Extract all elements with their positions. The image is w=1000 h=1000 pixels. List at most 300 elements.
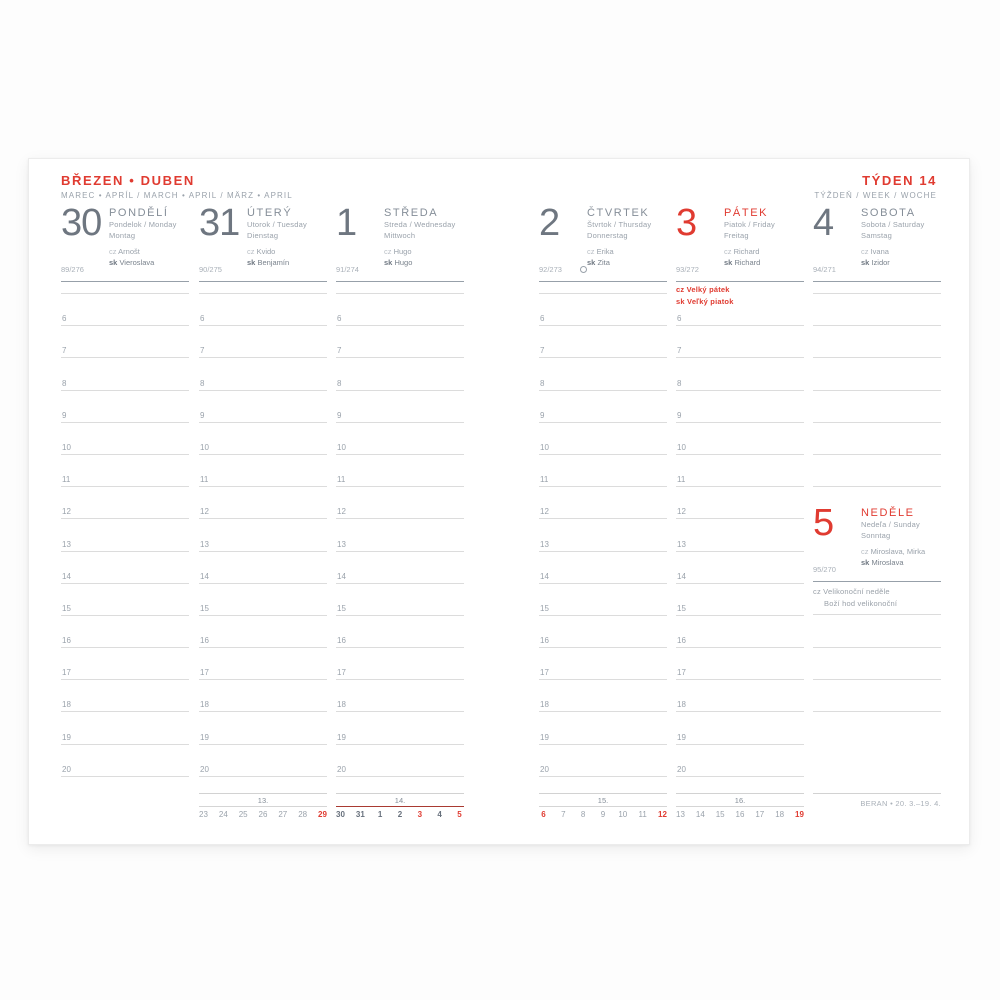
- hour-row-12: [199, 487, 327, 519]
- cz-prefix: cz: [109, 246, 117, 256]
- day-name-german: Dienstag: [247, 231, 279, 241]
- cz-name: Erika: [596, 246, 614, 256]
- minical-week-label: 14.: [394, 796, 406, 805]
- week-number: TÝDEN 14: [862, 173, 937, 188]
- notes-row: [813, 326, 941, 358]
- minical-week-label: 16.: [734, 796, 746, 805]
- hour-row-19: [199, 712, 327, 744]
- sk-nameday: [861, 257, 941, 268]
- hour-label: 10: [62, 442, 71, 452]
- hour-label: 8: [337, 378, 342, 388]
- hour-row-17: [199, 648, 327, 680]
- minical-day: 12: [658, 810, 667, 819]
- notes-row: [813, 391, 941, 423]
- day-name-german: Montag: [109, 231, 136, 241]
- hour-label: 19: [200, 732, 209, 742]
- hour-label: 8: [540, 378, 545, 388]
- minical-day: 28: [298, 810, 308, 819]
- hour-label: 14: [677, 571, 686, 581]
- sk-nameday: [247, 257, 327, 268]
- hour-row-13: [61, 519, 189, 551]
- sunday-section: [813, 502, 941, 712]
- minical-day: 26: [258, 810, 268, 819]
- hour-row-9: [676, 391, 804, 423]
- day-header: [539, 202, 667, 282]
- cz-nameday: [861, 246, 941, 257]
- hour-row-7: [336, 326, 464, 358]
- hour-label: 11: [62, 475, 71, 485]
- hour-label: 12: [337, 507, 346, 517]
- day-name-german: Freitag: [724, 231, 749, 241]
- hour-row-19: [676, 712, 804, 744]
- day-header: [336, 202, 464, 282]
- day-header: [813, 502, 941, 582]
- sk-nameday: [384, 257, 464, 268]
- hour-label: 6: [677, 314, 682, 324]
- cz-name: Miroslava, Mirka: [870, 546, 926, 556]
- day-number: 31: [199, 202, 240, 244]
- hour-row-16: [676, 616, 804, 648]
- hour-label: 12: [200, 507, 209, 517]
- day-name-bilingual: Piatok / Friday: [724, 220, 775, 229]
- day-header: [61, 202, 189, 282]
- minical-week-14: [336, 793, 464, 819]
- minical-day: 19: [795, 810, 804, 819]
- saturday-note-lines: [813, 282, 941, 487]
- hour-row-11: [676, 455, 804, 487]
- hour-label: 7: [540, 346, 545, 356]
- hour-label: 15: [62, 603, 71, 613]
- minical-day: 7: [561, 810, 566, 819]
- hour-grid: [336, 282, 464, 777]
- hour-label: 16: [62, 636, 71, 646]
- month-subtitle: MAREC • APRÍL / MARCH • APRIL / MÄRZ • APRIL: [61, 191, 293, 200]
- hour-label: 18: [200, 700, 209, 710]
- cz-name: Arnošt: [118, 246, 140, 256]
- notes-row: [813, 358, 941, 390]
- day-number: 1: [336, 202, 357, 244]
- day-name: SOBOTA: [861, 207, 916, 219]
- hour-row-9: [199, 391, 327, 423]
- day-name: PONDĚLÍ: [109, 207, 169, 219]
- hour-row-16: [61, 616, 189, 648]
- hour-row-12: [336, 487, 464, 519]
- sk-prefix: sk: [247, 257, 256, 267]
- holiday-line: cz Velikonoční neděle: [813, 587, 890, 597]
- notes-row: [813, 680, 941, 712]
- hour-row-6: [199, 294, 327, 326]
- day-number: 5: [813, 502, 834, 545]
- hour-label: 11: [677, 475, 686, 485]
- hour-label: 15: [200, 603, 209, 613]
- hour-label: 19: [677, 732, 686, 742]
- day-name: STŘEDA: [384, 207, 439, 219]
- hour-label: 12: [677, 507, 686, 517]
- hour-label: 16: [540, 636, 549, 646]
- hour-row-14: [539, 552, 667, 584]
- sk-prefix: sk: [109, 257, 118, 267]
- notes-row: [61, 282, 189, 294]
- hour-label: 19: [62, 732, 71, 742]
- hour-label: 7: [337, 346, 342, 356]
- cz-nameday: [861, 546, 941, 557]
- hour-label: 9: [337, 410, 342, 420]
- minical-day: 11: [638, 810, 647, 819]
- minical-week-13: [199, 793, 327, 819]
- cz-nameday: [384, 246, 464, 257]
- holiday-line: sk Veľký piatok: [676, 296, 734, 306]
- full-moon-icon: [580, 266, 587, 273]
- day-name-german: Sonntag: [861, 531, 891, 541]
- hour-label: 16: [337, 636, 346, 646]
- day-name-bilingual: Pondelok / Monday: [109, 220, 177, 229]
- hour-row-17: [539, 648, 667, 680]
- holiday-note: [676, 284, 804, 307]
- minical-day: 4: [437, 810, 442, 819]
- minical-day: 17: [755, 810, 765, 819]
- cz-name: Ivana: [870, 246, 889, 256]
- day-number: 4: [813, 202, 834, 244]
- hour-label: 10: [200, 442, 209, 452]
- day-number: 3: [676, 202, 697, 244]
- hour-label: 13: [200, 539, 209, 549]
- hour-row-10: [199, 423, 327, 455]
- hour-label: 18: [337, 700, 346, 710]
- notes-row: [813, 282, 941, 294]
- minical-day: 9: [600, 810, 606, 819]
- hour-label: 18: [540, 700, 549, 710]
- hour-row-16: [199, 616, 327, 648]
- hour-row-17: [61, 648, 189, 680]
- hour-grid: [676, 282, 804, 777]
- hour-row-6: [539, 294, 667, 326]
- hour-label: 8: [200, 378, 205, 388]
- minical-day: 16: [735, 810, 745, 819]
- hour-label: 15: [677, 603, 686, 613]
- day-name-bilingual: Utorok / Tuesday: [247, 220, 307, 229]
- day-name-bilingual: Sobota / Saturday: [861, 220, 925, 229]
- hour-row-13: [676, 519, 804, 551]
- hour-row-17: [336, 648, 464, 680]
- hour-label: 7: [200, 346, 205, 356]
- hour-label: 17: [677, 668, 686, 678]
- minical-day: 31: [355, 810, 365, 819]
- hour-label: 14: [337, 571, 346, 581]
- minical-day: 3: [417, 810, 423, 819]
- hour-label: 10: [540, 442, 549, 452]
- minical-days: [336, 807, 464, 819]
- hour-row-18: [199, 680, 327, 712]
- cz-prefix: cz: [384, 246, 392, 256]
- hour-label: 6: [337, 314, 342, 324]
- cz-name: Kvido: [256, 246, 276, 256]
- hour-row-16: [539, 616, 667, 648]
- hour-label: 7: [677, 346, 682, 356]
- day-name: NEDĚLE: [861, 507, 915, 520]
- hour-label: 20: [62, 764, 71, 774]
- hour-row-13: [336, 519, 464, 551]
- hour-row-16: [336, 616, 464, 648]
- sk-name: Hugo: [394, 257, 413, 267]
- hour-label: 18: [677, 700, 686, 710]
- notes-row: [676, 282, 804, 306]
- minical-day: 29: [318, 810, 327, 819]
- sk-prefix: sk: [861, 557, 870, 567]
- notes-row: [813, 294, 941, 326]
- day-of-year: 89/276: [61, 265, 84, 274]
- hour-grid: [61, 282, 189, 777]
- hour-row-20: [199, 745, 327, 777]
- minical-day: 14: [695, 810, 705, 819]
- hour-row-11: [61, 455, 189, 487]
- hour-label: 11: [337, 475, 346, 485]
- sk-prefix: sk: [861, 257, 870, 267]
- hour-row-14: [676, 552, 804, 584]
- day-name-german: Donnerstag: [587, 231, 628, 241]
- hour-row-12: [61, 487, 189, 519]
- hour-label: 10: [677, 442, 686, 452]
- notes-row: [813, 648, 941, 680]
- hour-label: 20: [200, 764, 209, 774]
- hour-label: 9: [62, 410, 67, 420]
- notes-row: [539, 282, 667, 294]
- cz-prefix: cz: [861, 546, 869, 556]
- day-number: 30: [61, 202, 102, 244]
- hour-row-7: [61, 326, 189, 358]
- sk-prefix: sk: [384, 257, 393, 267]
- hour-row-7: [539, 326, 667, 358]
- hour-label: 20: [337, 764, 346, 774]
- minical-day: 25: [238, 810, 248, 819]
- day-name-bilingual: Štvrtok / Thursday: [587, 220, 652, 229]
- minical-day: 8: [580, 810, 586, 819]
- minical-day: 2: [397, 810, 403, 819]
- hour-row-19: [61, 712, 189, 744]
- hour-label: 14: [200, 571, 209, 581]
- hour-label: 11: [200, 475, 209, 485]
- hour-row-15: [199, 584, 327, 616]
- hour-row-12: [539, 487, 667, 519]
- hour-grid: [199, 282, 327, 777]
- hour-row-10: [61, 423, 189, 455]
- hour-label: 17: [337, 668, 346, 678]
- minical-day: 27: [278, 810, 288, 819]
- hour-row-13: [539, 519, 667, 551]
- day-name-bilingual: Nedeľa / Sunday: [861, 520, 920, 530]
- sk-prefix: sk: [587, 257, 596, 267]
- sk-nameday: [587, 257, 667, 268]
- hour-row-8: [539, 358, 667, 390]
- holiday-line: cz Velký pátek: [676, 285, 730, 294]
- hour-row-17: [676, 648, 804, 680]
- hour-row-20: [676, 745, 804, 777]
- minical-day: 23: [199, 810, 208, 819]
- minical-day: 5: [457, 810, 462, 819]
- hour-row-15: [61, 584, 189, 616]
- hour-label: 10: [337, 442, 346, 452]
- day-name: ČTVRTEK: [587, 207, 650, 219]
- day-of-year: 95/270: [813, 565, 836, 575]
- hour-grid: [539, 282, 667, 777]
- hour-label: 20: [540, 764, 549, 774]
- zodiac-range: BERAN • 20. 3.–19. 4.: [813, 793, 941, 808]
- day-name-german: Samstag: [861, 231, 892, 241]
- day-of-year: 92/273: [539, 265, 562, 274]
- hour-label: 20: [677, 764, 686, 774]
- day-column-weekend: [813, 202, 941, 712]
- hour-row-6: [336, 294, 464, 326]
- hour-row-18: [336, 680, 464, 712]
- day-column-tuesday: [199, 202, 327, 777]
- day-name: PÁTEK: [724, 207, 769, 219]
- hour-label: 7: [62, 346, 67, 356]
- month-title: BŘEZEN • DUBEN: [61, 173, 195, 188]
- hour-label: 8: [62, 378, 67, 388]
- cz-name: Richard: [733, 246, 760, 256]
- hour-row-9: [61, 391, 189, 423]
- cz-nameday: [587, 246, 667, 257]
- notes-row: [336, 282, 464, 294]
- hour-label: 12: [62, 507, 71, 517]
- cz-name: Hugo: [393, 246, 412, 256]
- hour-label: 16: [200, 636, 209, 646]
- hour-row-7: [676, 326, 804, 358]
- minical-day: 18: [775, 810, 785, 819]
- hour-label: 17: [540, 668, 549, 678]
- sunday-note-lines: [813, 609, 941, 712]
- minical-day: 1: [377, 810, 383, 819]
- notes-row: [199, 282, 327, 294]
- hour-label: 14: [540, 571, 549, 581]
- hour-label: 13: [677, 539, 686, 549]
- hour-row-18: [539, 680, 667, 712]
- hour-label: 19: [540, 732, 549, 742]
- hour-row-11: [539, 455, 667, 487]
- day-of-year: 94/271: [813, 265, 836, 274]
- hour-row-15: [539, 584, 667, 616]
- hour-row-13: [199, 519, 327, 551]
- hour-label: 12: [540, 507, 549, 517]
- hour-row-20: [336, 745, 464, 777]
- day-column-monday: [61, 202, 189, 777]
- minical-day: 30: [336, 810, 345, 819]
- hour-label: 15: [540, 603, 549, 613]
- minical-week-label: 15.: [597, 796, 609, 805]
- hour-row-8: [336, 358, 464, 390]
- cz-prefix: cz: [861, 246, 869, 256]
- hour-label: 9: [677, 410, 682, 420]
- hour-label: 14: [62, 571, 71, 581]
- cz-nameday: [724, 246, 804, 257]
- day-number: 2: [539, 202, 560, 244]
- hour-row-6: [61, 294, 189, 326]
- hour-row-10: [539, 423, 667, 455]
- notes-row: [813, 455, 941, 487]
- hour-row-19: [539, 712, 667, 744]
- hour-row-19: [336, 712, 464, 744]
- day-column-friday: [676, 202, 804, 777]
- minical-day: 6: [541, 810, 546, 819]
- sk-name: Miroslava: [871, 557, 904, 567]
- sk-name: Vieroslava: [119, 257, 155, 267]
- hour-row-11: [336, 455, 464, 487]
- minical-day: 15: [715, 810, 725, 819]
- sk-name: Benjamín: [257, 257, 290, 267]
- hour-row-15: [336, 584, 464, 616]
- day-name: ÚTERÝ: [247, 207, 293, 219]
- footer: [29, 793, 969, 839]
- hour-label: 6: [540, 314, 545, 324]
- hour-row-14: [61, 552, 189, 584]
- hour-label: 6: [62, 314, 67, 324]
- cz-prefix: cz: [587, 246, 595, 256]
- day-column-thursday: [539, 202, 667, 777]
- hour-label: 6: [200, 314, 205, 324]
- sk-nameday: [724, 257, 804, 268]
- minical-day: 24: [218, 810, 228, 819]
- day-of-year: 91/274: [336, 265, 359, 274]
- sk-name: Zita: [597, 257, 610, 267]
- minical-days: [676, 807, 804, 819]
- hour-label: 17: [200, 668, 209, 678]
- day-header: [676, 202, 804, 282]
- day-name-german: Mittwoch: [384, 231, 416, 241]
- hour-label: 9: [540, 410, 545, 420]
- hour-row-14: [336, 552, 464, 584]
- hour-row-10: [336, 423, 464, 455]
- hour-row-15: [676, 584, 804, 616]
- holiday-note: [813, 586, 941, 609]
- day-name-bilingual: Streda / Wednesday: [384, 220, 456, 229]
- hour-label: 13: [540, 539, 549, 549]
- hour-label: 8: [677, 378, 682, 388]
- sk-prefix: sk: [724, 257, 733, 267]
- hour-row-8: [61, 358, 189, 390]
- cz-nameday: [109, 246, 189, 257]
- minical-week-15: [539, 793, 667, 819]
- minical-day: 10: [618, 810, 628, 819]
- sk-name: Richard: [734, 257, 761, 267]
- hour-label: 9: [200, 410, 205, 420]
- hour-row-18: [676, 680, 804, 712]
- cz-nameday: [247, 246, 327, 257]
- planner-week-spread: [28, 158, 970, 845]
- hour-label: 15: [337, 603, 346, 613]
- hour-row-8: [676, 358, 804, 390]
- sk-name: Izidor: [871, 257, 890, 267]
- hour-row-20: [61, 745, 189, 777]
- hour-row-10: [676, 423, 804, 455]
- cz-prefix: cz: [247, 246, 255, 256]
- hour-label: 13: [337, 539, 346, 549]
- hour-row-7: [199, 326, 327, 358]
- hour-label: 16: [677, 636, 686, 646]
- day-header: [199, 202, 327, 282]
- hour-row-9: [336, 391, 464, 423]
- day-header: [813, 202, 941, 282]
- hour-row-11: [199, 455, 327, 487]
- holiday-line: Boží hod velikonoční: [824, 598, 898, 608]
- hour-row-9: [539, 391, 667, 423]
- day-of-year: 93/272: [676, 265, 699, 274]
- minical-day: 13: [676, 810, 685, 819]
- hour-label: 13: [62, 539, 71, 549]
- hour-row-20: [539, 745, 667, 777]
- hour-label: 17: [62, 668, 71, 678]
- week-subtitle: TÝŽDEŇ / WEEK / WOCHE: [814, 191, 937, 200]
- hour-label: 18: [62, 700, 71, 710]
- hour-row-8: [199, 358, 327, 390]
